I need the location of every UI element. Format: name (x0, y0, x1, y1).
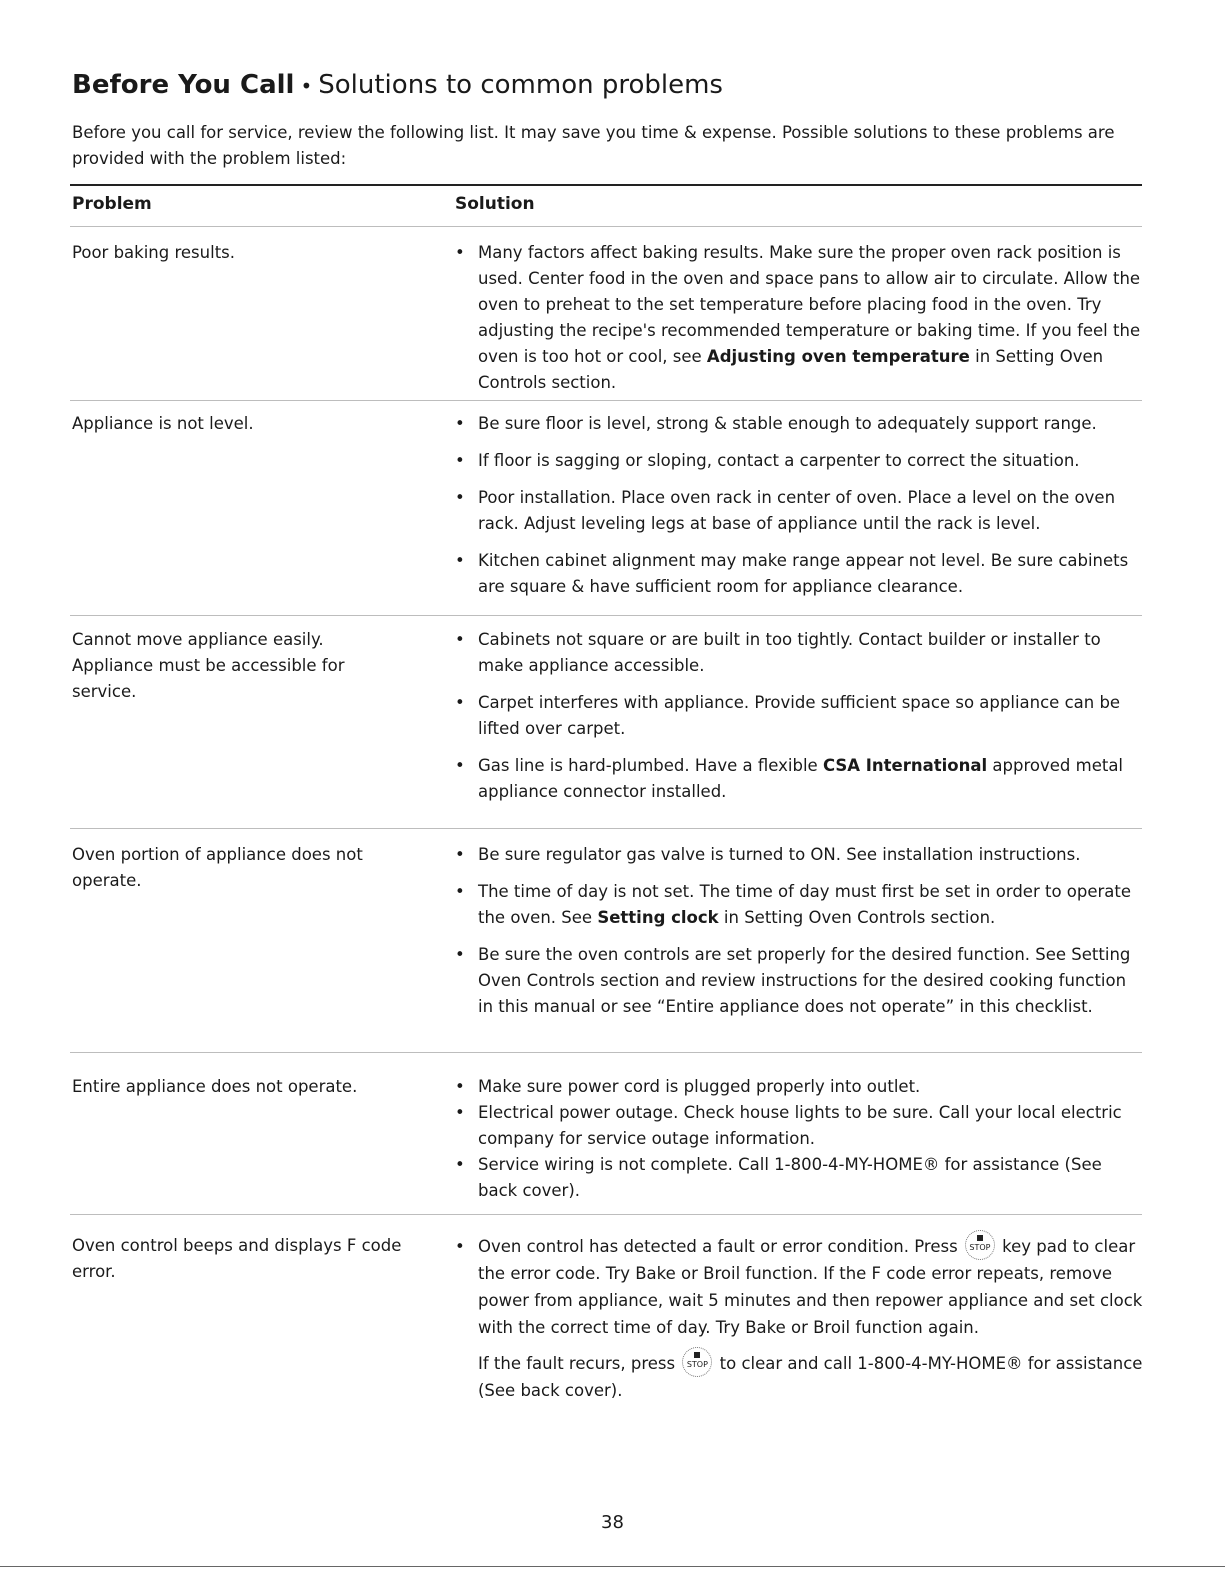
table-top-rule (70, 184, 1142, 186)
solution-item: • Be sure regulator gas valve is turned to ON. See installation instructions. (455, 842, 1145, 868)
solution-text: The time of day is not set. The time of day must first be set in order to operate the oven. See (478, 882, 1132, 927)
stop-key-icon: STOP (965, 1230, 995, 1260)
problem-cannot-move: Cannot move appliance easily. Appliance must be accessible for service. (72, 630, 345, 701)
solution-item: • Kitchen cabinet alignment may make range appear not level. Be sure cabinets are square & have sufficient room for appliance clearance. (455, 548, 1145, 600)
solutions-cannot-move (455, 627, 1145, 805)
solution-text: Oven control has detected a fault or error condition. Press (478, 1237, 958, 1256)
solution-emphasis: Adjusting oven temperature (706, 347, 970, 366)
problem-f-code: Oven control beeps and displays F code error. (72, 1236, 402, 1281)
title-separator: • (300, 74, 313, 98)
solution-text: Many factors affect baking results. Make sure the proper oven rack position is used. Center food in the oven and space pans to allow air to circulate. Allow the oven to preheat to the set temperature before placing food in the oven. Try adjusting the recipe's recommended temperature or baking time. If you feel the oven is too hot or cool, see (478, 243, 1141, 366)
solution-text: If the fault recurs, press (478, 1354, 676, 1373)
solutions-poor-baking (455, 240, 1145, 396)
page-subtitle: Solutions to common problems (318, 70, 723, 100)
solution-item: • If floor is sagging or sloping, contact a carpenter to correct the situation. (455, 448, 1145, 474)
solutions-not-level (455, 411, 1145, 600)
column-header-solution: Solution (455, 194, 535, 214)
problem-not-level: Appliance is not level. (72, 414, 254, 433)
solution-emphasis: Setting clock (597, 908, 719, 927)
solution-item: • Be sure floor is level, strong & stable enough to adequately support range. (455, 411, 1145, 437)
solution-item (455, 240, 1145, 396)
solution-item: • Carpet interferes with appliance. Provide sufficient space so appliance can be lifted over carpet. (455, 690, 1145, 742)
solution-item: • Cabinets not square or are built in too tightly. Contact builder or installer to make appliance accessible. (455, 627, 1145, 679)
problem-poor-baking: Poor baking results. (72, 243, 236, 262)
row-divider (70, 1214, 1142, 1215)
row-divider (70, 1052, 1142, 1053)
solution-text: in Setting Oven Controls section. (478, 347, 1104, 392)
solution-item: • Service wiring is not complete. Call 1-800-4-MY-HOME® for assistance (See back cover). (455, 1152, 1145, 1204)
row-divider (70, 615, 1142, 616)
solution-paragraph (478, 1350, 1145, 1404)
solution-emphasis: CSA International (822, 756, 988, 775)
solution-item: • Electrical power outage. Check house lights to be sure. Call your local electric company for service outage information. (455, 1100, 1145, 1152)
page-number: 38 (601, 1512, 624, 1533)
solution-item: • Be sure the oven controls are set properly for the desired function. See Setting Oven Controls section and review instructions for the desired cooking function in this manual or see “Entire appliance does not operate” in this checklist. (455, 942, 1145, 1020)
problem-entire-not-operate: Entire appliance does not operate. (72, 1077, 358, 1096)
solution-text: Gas line is hard-plumbed. Have a flexible (478, 756, 823, 775)
page-title (72, 70, 723, 100)
solution-item (455, 1233, 1145, 1404)
intro-text: Before you call for service, review the following list. It may save you time & expense. Possible solutions to these problems are provided with the problem listed: (72, 123, 1115, 168)
solutions-oven-not-operate (455, 842, 1145, 1020)
column-header-problem: Problem (72, 194, 152, 214)
solution-text: in Setting Oven Controls section. (718, 908, 996, 927)
row-divider (70, 828, 1142, 829)
solution-item (455, 753, 1145, 805)
solutions-entire-not-operate (455, 1074, 1145, 1204)
solution-item (455, 879, 1145, 931)
problem-oven-not-operate: Oven portion of appliance does not operate. (72, 845, 363, 890)
header-divider (70, 226, 1142, 227)
solution-item: • Poor installation. Place oven rack in center of oven. Place a level on the oven rack. Adjust leveling legs at base of appliance until the rack is level. (455, 485, 1145, 537)
solution-item: • Make sure power cord is plugged properly into outlet. (455, 1074, 1145, 1100)
row-divider (70, 400, 1142, 401)
solution-text: approved metal appliance connector installed. (478, 756, 1124, 801)
solution-text: key pad to clear the error code. Try Bake or Broil function. If the F code error repeats, remove power from appliance, wait 5 minutes and then repower appliance and set clock with the correct time of day. Try Bake or Broil function again. (478, 1237, 1143, 1337)
solution-text: to clear and call 1-800-4-MY-HOME® for assistance (See back cover). (478, 1354, 1143, 1400)
page-title-strong: Before You Call (72, 70, 295, 100)
page-bottom-rule (0, 1566, 1225, 1567)
stop-key-icon: STOP (682, 1347, 712, 1377)
solutions-f-code (455, 1233, 1145, 1404)
